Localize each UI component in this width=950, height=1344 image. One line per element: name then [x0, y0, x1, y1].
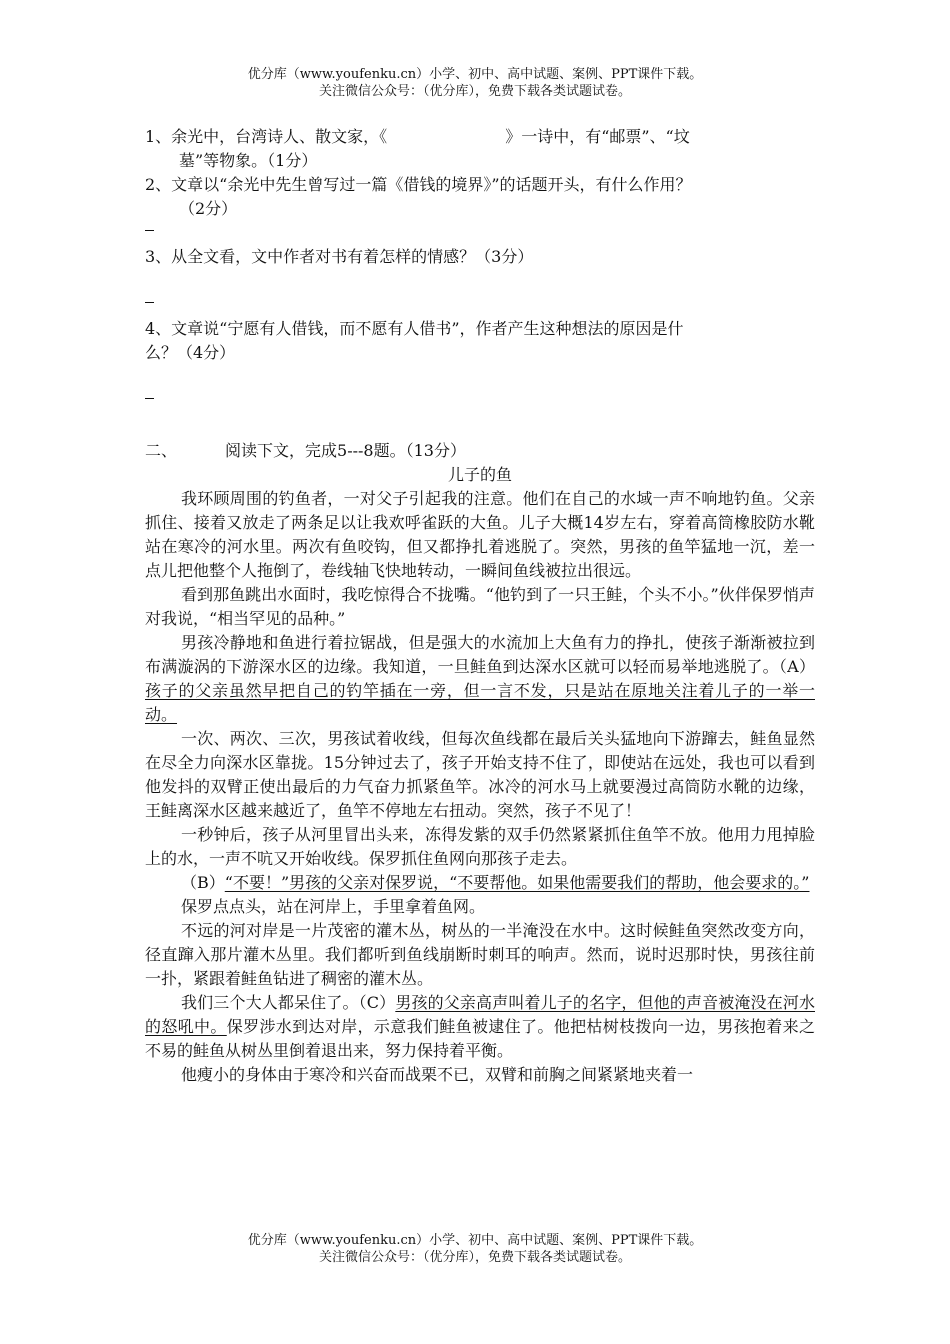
underlined-sentence-b: “不要！”男孩的父亲对保罗说，“不要帮他。如果他需要我们的帮助，他会要求的。” — [224, 873, 810, 892]
question-2-part-b: （2分） — [179, 199, 238, 218]
question-4-part-a: 4、文章说“宁愿有人借钱，而不愿有人借书”，作者产生这种想法的原因是什 — [145, 319, 684, 338]
footer-line-2: 关注微信公众号：（优分库），免费下载各类试题试卷。 — [318, 1250, 631, 1265]
passage-title: 儿子的鱼 — [447, 465, 512, 484]
answer-dash — [145, 230, 154, 231]
passage-paragraph — [145, 991, 815, 1063]
paragraph-text: 男孩冷静地和鱼进行着拉锯战，但是强大的水流加上大鱼有力的挣扎，使孩子渐渐被拉到布满漩涡的下游深水区的边缘。我知道，一旦鲑鱼到达深水区就可以轻而易举地逃脱了。（A） — [145, 633, 815, 676]
question-4-part-b: 么？（4分） — [145, 343, 236, 362]
passage-paragraph: 一次、两次、三次，男孩试着收线，但每次鱼线都在最后关头猛地向下游蹿去，鲑鱼显然在尽全力向深水区靠拢。15分钟过去了，孩子开始支持不住了，即使站在远处，我也可以看到他发抖的双臂正使出最后的力气奋力抓紧鱼竿。冰冷的河水马上就要漫过高筒防水靴的边缘，王鲑离深水区越来越近了，鱼竿不停地左右扭动。突然，孩子不见了！ — [145, 729, 815, 820]
answer-dash — [145, 302, 154, 303]
question-3: 3、从全文看，文中作者对书有着怎样的情感？（3分） — [145, 247, 534, 266]
document-body — [145, 125, 815, 1087]
passage-paragraph: 他瘦小的身体由于寒冷和兴奋而战栗不已，双臂和前胸之间紧紧地夹着一 — [181, 1065, 694, 1084]
paragraph-text: 保罗涉水到达对岸，示意我们鲑鱼被逮住了。他把枯树枝拨向一边，男孩抱着来之不易的鲑鱼从树丛里倒着退出来，努力保持着平衡。 — [145, 1017, 815, 1060]
answer-dash — [145, 398, 154, 399]
passage-paragraph: 不远的河对岸是一片茂密的灌木丛，树丛的一半淹没在水中。这时候鲑鱼突然改变方向，径直蹿入那片灌木丛里。我们都听到鱼线崩断时刺耳的响声。然而，说时迟那时快，男孩往前一扑，紧跟着鲑鱼钻进了稠密的灌木丛。 — [145, 921, 815, 988]
section-2-instruction: 阅读下文，完成5---8题。（13分） — [225, 441, 466, 460]
question-1-part-b: 》一诗中，有“邮票”、“坟 — [505, 127, 690, 146]
page-header-top — [0, 66, 950, 100]
passage-paragraph: 一秒钟后，孩子从河里冒出头来，冻得发紫的双手仍然紧紧抓住鱼竿不放。他用力甩掉脸上的水，一声不吭又开始收线。保罗抓住鱼网向那孩子走去。 — [145, 825, 815, 868]
header-line-2: 关注微信公众号：（优分库），免费下载各类试题试卷。 — [318, 84, 631, 99]
passage-paragraph: 看到那鱼跳出水面时，我吃惊得合不拢嘴。“他钓到了一只王鲑，个头不小。”伙伴保罗悄声对我说，“相当罕见的品种。” — [145, 585, 815, 628]
section-2-number: 二、 — [145, 441, 178, 460]
question-2-part-a: 2、文章以“余光中先生曾写过一篇《借钱的境界》”的话题开头，有什么作用？ — [145, 175, 692, 194]
question-1-part-a: 1、余光中，台湾诗人、散文家，《 — [145, 127, 388, 146]
question-1 — [145, 125, 815, 173]
page-footer — [0, 1232, 950, 1266]
answer-line — [145, 221, 815, 245]
underlined-sentence-c: 男孩的父亲高声叫着儿子的名字，但他的声音被淹没在河水的怒吼中。 — [145, 993, 815, 1036]
footer-line-1: 优分库（www.youfenku.cn）小学、初中、高中试题、案例、PPT课件下载。 — [247, 1233, 703, 1248]
passage-paragraph — [145, 871, 815, 895]
paragraph-text: 我们三个大人都呆住了。（C） — [181, 993, 396, 1012]
answer-space — [145, 269, 815, 293]
answer-space — [145, 365, 815, 389]
question-1-part-c: 墓”等物象。（1分） — [179, 151, 318, 170]
question-2 — [145, 173, 815, 221]
answer-line — [145, 293, 815, 317]
section-2-heading — [145, 439, 815, 463]
passage-paragraph — [145, 631, 815, 727]
passage-paragraph: 保罗点点头，站在河岸上，手里拿着鱼网。 — [181, 897, 486, 916]
answer-line — [145, 389, 815, 413]
passage-paragraph: 我环顾周围的钓鱼者，一对父子引起我的注意。他们在自己的水域一声不响地钓鱼。父亲抓住、接着又放走了两条足以让我欢呼雀跃的大鱼。儿子大概14岁左右，穿着高筒橡胶防水靴站在寒冷的河水里。两次有鱼咬钩，但又都挣扎着逃脱了。突然，男孩的鱼竿猛地一沉，差一点儿把他整个人拖倒了，卷线轴飞快地转动，一瞬间鱼线被拉出很远。 — [145, 489, 815, 580]
underlined-sentence-a: 孩子的父亲虽然早把自己的钓竿插在一旁，但一言不发，只是站在原地关注着儿子的一举一动。 — [145, 681, 815, 724]
header-line-1: 优分库（www.youfenku.cn）小学、初中、高中试题、案例、PPT课件下载。 — [247, 67, 703, 82]
answer-space — [145, 413, 815, 437]
paragraph-marker: （B） — [181, 873, 225, 892]
question-4 — [145, 317, 815, 365]
